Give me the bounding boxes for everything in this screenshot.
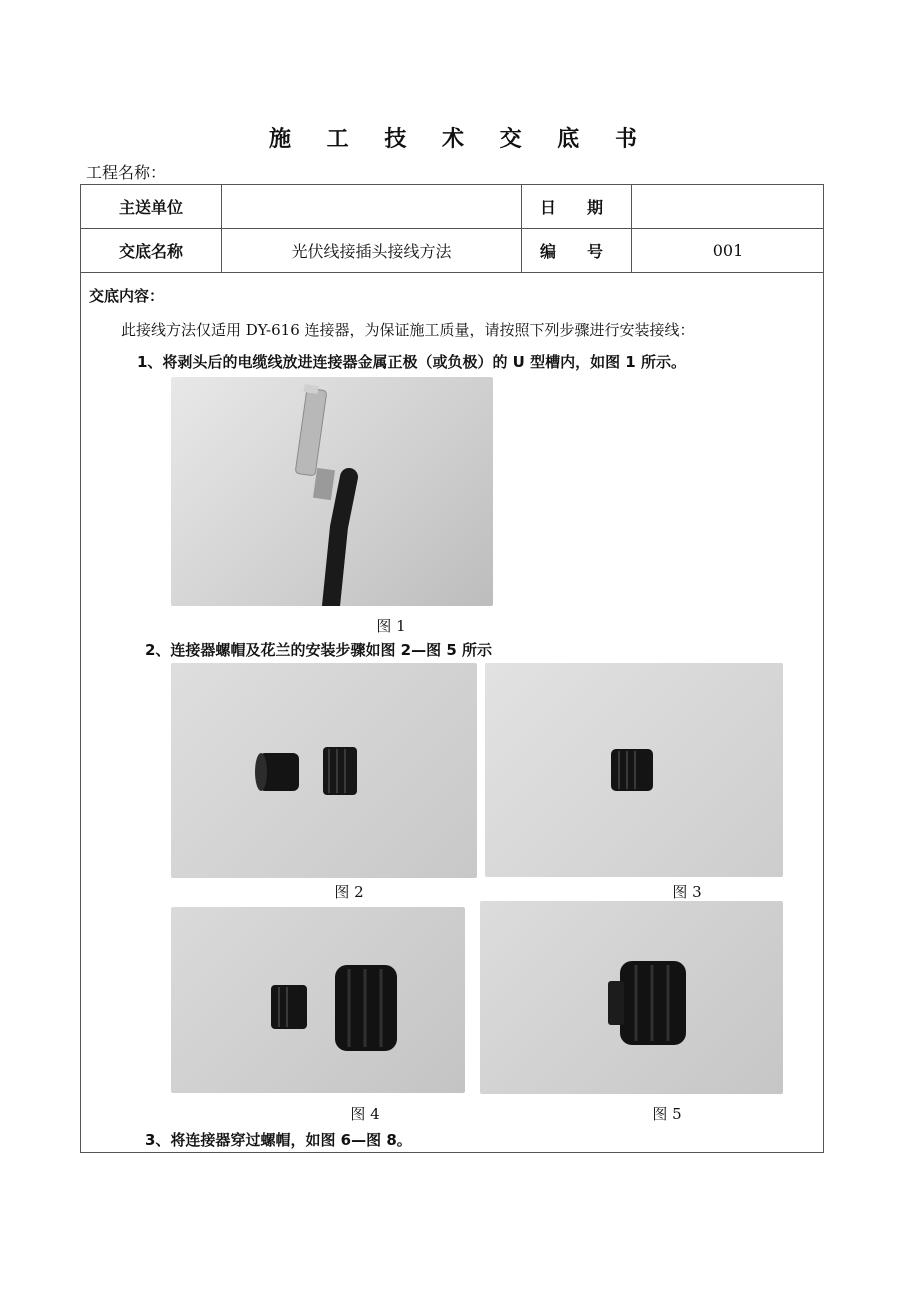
disclosure-name-label: 交底名称 bbox=[118, 242, 183, 261]
figure-2-photo bbox=[171, 663, 477, 878]
row-divider bbox=[81, 272, 823, 273]
content-label: 交底内容： bbox=[89, 287, 165, 305]
figure-1-caption: 图 1 bbox=[376, 617, 406, 635]
step-3: 3、将连接器穿过螺帽，如图 6—图 8。 bbox=[145, 1131, 412, 1149]
sender-value bbox=[222, 185, 521, 228]
figure-4-photo bbox=[171, 907, 465, 1093]
number-value: 001 bbox=[712, 241, 744, 260]
disclosure-table bbox=[80, 184, 824, 1153]
figure-4-caption: 图 4 bbox=[350, 1105, 380, 1123]
date-label-b: 期 bbox=[586, 198, 603, 217]
date-value bbox=[632, 185, 824, 228]
figure-2-caption: 图 2 bbox=[334, 883, 364, 901]
flange-and-cap-illustration bbox=[171, 907, 465, 1093]
disclosure-name-value: 光伏线接插头接线方法 bbox=[291, 242, 452, 261]
step-1: 1、将剥头后的电缆线放进连接器金属正极（或负极）的 U 型槽内，如图 1 所示。 bbox=[137, 353, 686, 371]
cable-terminal-illustration bbox=[171, 377, 493, 606]
assembled-cap-illustration bbox=[480, 901, 783, 1094]
document-title: 施 工 技 术 交 底 书 bbox=[269, 127, 651, 152]
number-label-a: 编 bbox=[540, 242, 557, 261]
date-label-a: 日 bbox=[540, 198, 557, 217]
date-label bbox=[522, 185, 631, 228]
number-label-b: 号 bbox=[586, 242, 603, 261]
sender-label: 主送单位 bbox=[118, 198, 183, 217]
step-2: 2、连接器螺帽及花兰的安装步骤如图 2—图 5 所示 bbox=[145, 641, 492, 659]
figure-5-photo bbox=[480, 901, 783, 1094]
number-label bbox=[522, 229, 631, 272]
assembled-flange-illustration bbox=[485, 663, 783, 877]
figure-5-caption: 图 5 bbox=[652, 1105, 682, 1123]
figure-3-caption: 图 3 bbox=[672, 883, 702, 901]
project-name-label: 工程名称： bbox=[86, 163, 167, 182]
intro-paragraph: 此接线方法仅适用 DY-616 连接器，为保证施工质量，请按照下列步骤进行安装接线： bbox=[121, 321, 695, 339]
figure-3-photo bbox=[485, 663, 783, 877]
figure-1-photo bbox=[171, 377, 493, 606]
nut-and-flange-illustration bbox=[171, 663, 477, 878]
